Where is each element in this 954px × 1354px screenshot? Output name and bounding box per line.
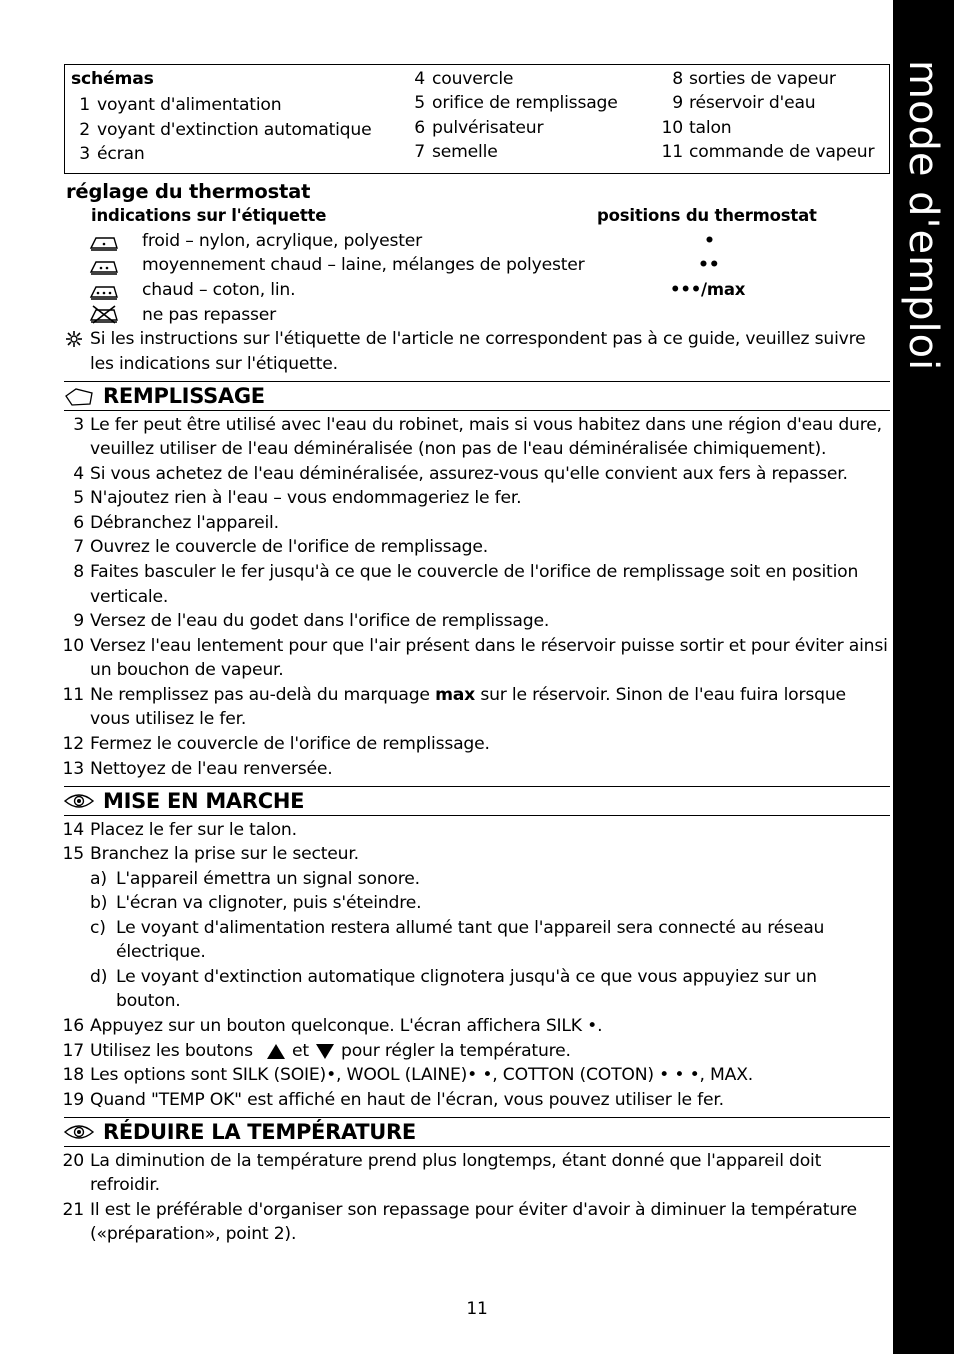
step-text: Branchez la prise sur le secteur.: [90, 844, 359, 864]
iron-three-dots-icon: [88, 282, 120, 300]
step-number: 20: [62, 1151, 84, 1171]
step-number: 6: [73, 513, 84, 533]
step-text: [90, 683, 846, 707]
section-divider: [64, 815, 890, 816]
thermostat-row-label: ne pas repasser: [142, 305, 277, 325]
schemas-num: 5: [414, 93, 425, 113]
schemas-num: 7: [414, 142, 425, 162]
substep-letter: c): [90, 918, 106, 938]
schemas-label: talon: [689, 118, 732, 138]
schemas-label: voyant d'extinction automatique: [97, 120, 372, 140]
schemas-num: 3: [79, 144, 90, 164]
schemas-label: semelle: [432, 142, 498, 162]
thermostat-note: Si les instructions sur l'étiquette de l'article ne correspondent pas à ce guide, veuillez suivre: [90, 329, 866, 349]
step-text: verticale.: [90, 587, 169, 607]
substep-letter: b): [90, 893, 108, 913]
substep-text: L'écran va clignoter, puis s'éteindre.: [116, 893, 422, 913]
substep-text: L'appareil émettra un signal sonore.: [116, 869, 420, 889]
substep-text: électrique.: [116, 942, 206, 962]
step-text: Si vous achetez de l'eau déminéralisée, assurez-vous qu'elle convient aux fers à repasser.: [90, 464, 848, 484]
schemas-label: écran: [97, 144, 145, 164]
iron-two-dots-icon: [88, 257, 120, 275]
step-text-part: sur le réservoir. Sinon de l'eau fuira lorsque: [475, 685, 846, 705]
side-tab-label: mode d'emploi: [900, 60, 946, 372]
thermostat-title: réglage du thermostat: [66, 180, 311, 203]
step-text: La diminution de la température prend plus longtemps, étant donné que l'appareil doit: [90, 1151, 822, 1171]
schemas-num: 2: [79, 120, 90, 140]
step-text: veuillez utiliser de l'eau déminéralisée (non pas de l'eau déminéralisée chimiquement).: [90, 439, 827, 459]
schemas-label: pulvérisateur: [432, 118, 544, 138]
step-text: Ouvrez le couvercle de l'orifice de remplissage.: [90, 537, 489, 557]
step-number: 10: [62, 636, 84, 656]
schemas-label: sorties de vapeur: [689, 69, 836, 89]
section-divider: [64, 1146, 890, 1147]
step-text: Placez le fer sur le talon.: [90, 820, 297, 840]
step-text: refroidir.: [90, 1175, 160, 1195]
step-text: Versez l'eau lentement pour que l'air présent dans le réservoir puisse sortir et pour éviter ainsi: [90, 636, 888, 656]
max-marking-term: max: [435, 685, 476, 705]
section-title-mise-en-marche: MISE EN MARCHE: [103, 789, 305, 813]
thermostat-col-label: indications sur l'étiquette: [91, 206, 327, 225]
thermostat-row-label: moyennement chaud – laine, mélanges de polyester: [142, 255, 585, 275]
schemas-num: 6: [414, 118, 425, 138]
step-number: 4: [73, 464, 84, 484]
schemas-num: 1: [79, 95, 90, 115]
thermostat-row-label: froid – nylon, acrylique, polyester: [142, 231, 422, 251]
step-text: et: [292, 1041, 309, 1061]
schemas-label: orifice de remplissage: [432, 93, 618, 113]
thermostat-col-positions: positions du thermostat: [597, 206, 817, 225]
step-text: («préparation», point 2).: [90, 1224, 297, 1244]
schemas-title: schémas: [71, 69, 154, 89]
no-iron-icon: [88, 304, 120, 324]
step-number: 5: [73, 488, 84, 508]
schemas-num: 9: [672, 93, 683, 113]
schemas-num: 8: [672, 69, 683, 89]
step-text: pour régler la température.: [341, 1041, 571, 1061]
step-text: un bouchon de vapeur.: [90, 660, 284, 680]
section-title-reduire: RÉDUIRE LA TEMPÉRATURE: [103, 1120, 416, 1144]
schemas-num: 4: [414, 69, 425, 89]
step-text: Débranchez l'appareil.: [90, 513, 279, 533]
step-number: 12: [62, 734, 84, 754]
step-number: 9: [73, 611, 84, 631]
thermostat-row-label: chaud – coton, lin.: [142, 280, 296, 300]
iron-outline-icon: [64, 386, 94, 408]
step-number: 15: [62, 844, 84, 864]
step-text: Faites basculer le fer jusqu'à ce que le couvercle de l'orifice de remplissage soit en position: [90, 562, 859, 582]
step-number: 17: [62, 1041, 84, 1061]
step-number: 18: [62, 1065, 84, 1085]
step-number: 11: [62, 685, 84, 705]
step-number: 14: [62, 820, 84, 840]
step-text-part: Ne remplissez pas au-delà du marquage: [90, 685, 436, 705]
step-text: vous utilisez le fer.: [90, 709, 247, 729]
step-text: Le fer peut être utilisé avec l'eau du robinet, mais si vous habitez dans une région d'eau dure,: [90, 415, 882, 435]
schemas-label: commande de vapeur: [689, 142, 875, 162]
step-number: 16: [62, 1016, 84, 1036]
step-number: 3: [73, 415, 84, 435]
step-text: Nettoyez de l'eau renversée.: [90, 759, 333, 779]
step-text: Appuyez sur un bouton quelconque. L'écran affichera SILK •.: [90, 1016, 603, 1036]
step-number: 13: [62, 759, 84, 779]
schemas-label: réservoir d'eau: [689, 93, 816, 113]
schemas-label: voyant d'alimentation: [97, 95, 282, 115]
substep-text: Le voyant d'alimentation restera allumé tant que l'appareil sera connecté au réseau: [116, 918, 825, 938]
step-text: Fermez le couvercle de l'orifice de remplissage.: [90, 734, 490, 754]
step-text: Utilisez les boutons: [90, 1041, 253, 1061]
step-text: Quand "TEMP OK" est affiché en haut de l'écran, vous pouvez utiliser le fer.: [90, 1090, 724, 1110]
schemas-label: couvercle: [432, 69, 514, 89]
page-number: 11: [466, 1299, 488, 1319]
warning-star-icon: [66, 331, 82, 347]
thermostat-row-position: •••/max: [670, 280, 746, 299]
substep-letter: a): [90, 869, 107, 889]
step-text: Versez de l'eau du godet dans l'orifice de remplissage.: [90, 611, 550, 631]
eye-icon: [64, 1123, 94, 1141]
schemas-num: 11: [661, 142, 683, 162]
substep-text: bouton.: [116, 991, 181, 1011]
up-arrow-button-icon: [266, 1043, 286, 1060]
thermostat-note: les indications sur l'étiquette.: [90, 354, 338, 374]
down-arrow-button-icon: [315, 1043, 335, 1060]
thermostat-row-position: ••: [698, 255, 720, 275]
substep-text: Le voyant d'extinction automatique clignotera jusqu'à ce que vous appuyiez sur un: [116, 967, 817, 987]
section-divider: [64, 410, 890, 411]
step-text: Il est le préférable d'organiser son repassage pour éviter d'avoir à diminuer la température: [90, 1200, 857, 1220]
step-number: 8: [73, 562, 84, 582]
step-text: Les options sont SILK (SOIE)•, WOOL (LAINE)• •, COTTON (COTON) • • •, MAX.: [90, 1065, 754, 1085]
iron-one-dot-icon: [88, 233, 120, 251]
step-number: 21: [62, 1200, 84, 1220]
section-title-remplissage: REMPLISSAGE: [103, 384, 265, 408]
thermostat-row-position: •: [704, 231, 715, 251]
section-side-tab: [893, 0, 954, 1354]
substep-letter: d): [90, 967, 108, 987]
step-number: 7: [73, 537, 84, 557]
eye-icon: [64, 792, 94, 810]
schemas-num: 10: [661, 118, 683, 138]
step-text: N'ajoutez rien à l'eau – vous endommageriez le fer.: [90, 488, 522, 508]
step-number: 19: [62, 1090, 84, 1110]
